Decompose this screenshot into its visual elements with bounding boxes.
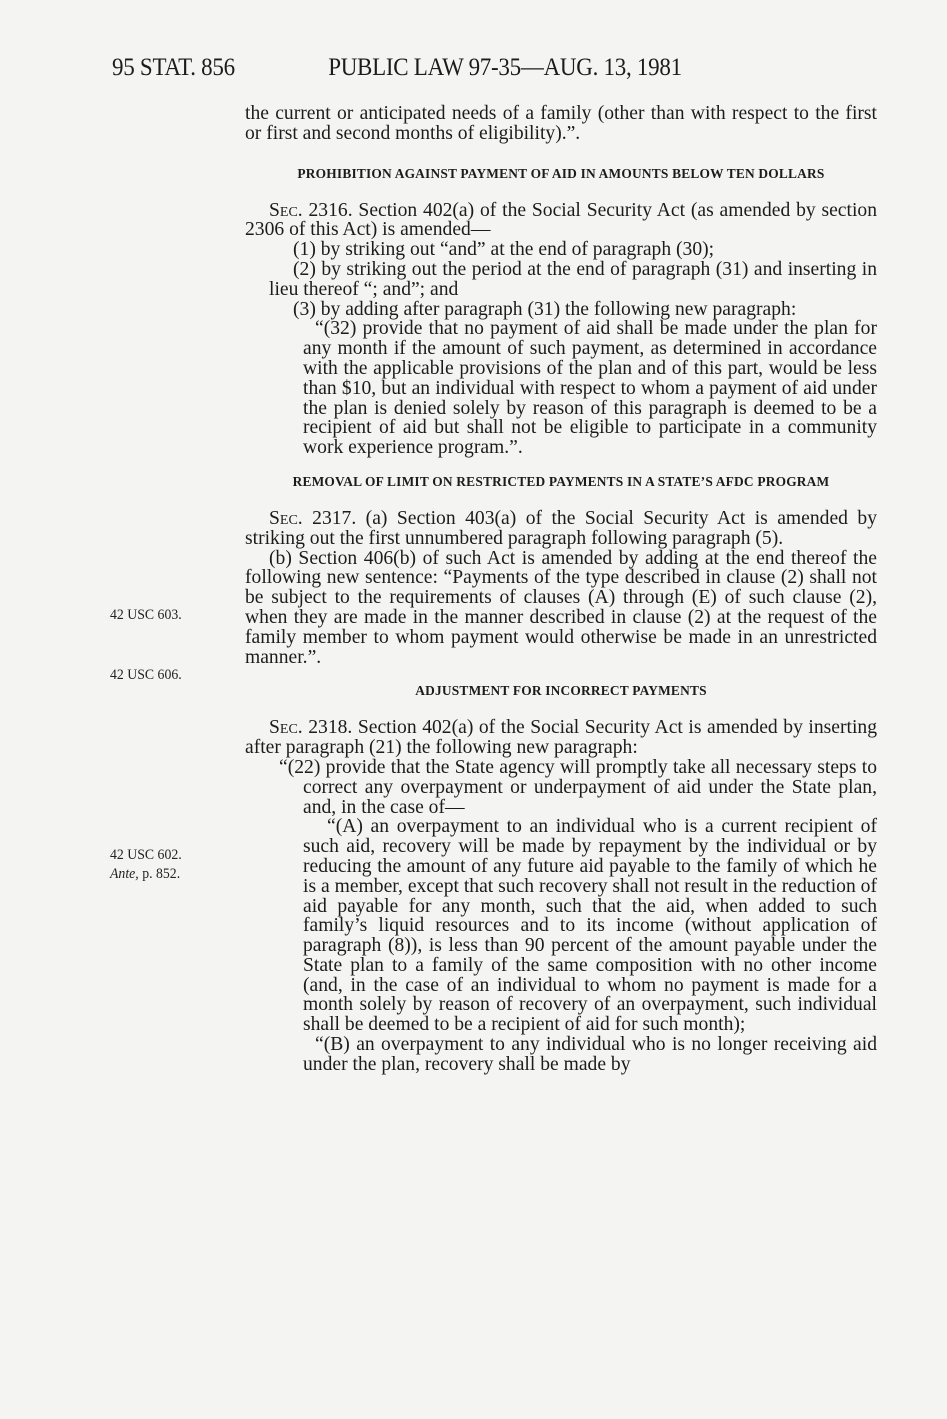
section-2316-item-1: (1) by striking out “and” at the end of paragraph (30); [293, 239, 715, 261]
paragraph-32-quote: “(32) provide that no payment of aid shall be made under the plan for any month if the amount of such payment, as determined in accordance with the applicable provisions of the plan and of this part, would be less than $10, but an individual with respect to whom a payment of aid under the plan is denied solely by reason of this paragraph is deemed to be a recipient of aid but shall not be eligible to participate in a community work experience program.”. [303, 318, 877, 459]
section-heading-2316: PROHIBITION AGAINST PAYMENT OF AID IN AMOUNTS BELOW TEN DOLLARS [297, 165, 825, 181]
document-body [245, 104, 877, 1075]
section-2316-item-2: (2) by striking out the period at the end of paragraph (31) and inserting in lieu thereof “; and”; and [269, 258, 877, 300]
section-2318-intro: Sec. 2318. Section 402(a) of the Social Security Act is amended by inserting after paragraph (21) the following new paragraph: [245, 717, 877, 759]
law-title: PUBLIC LAW 97-35—AUG. 13, 1981 [328, 54, 682, 81]
clause-b: “(B) an overpayment to any individual who is no longer receiving aid under the plan, recovery shall be made by [303, 1034, 877, 1075]
paragraph-22-quote: “(22) provide that the State agency will promptly take all necessary steps to correct any overpayment or underpayment of aid under the State plan, and, in the case of— [279, 756, 877, 818]
margin-note-42-usc-606: 42 USC 606. [110, 667, 182, 683]
margin-note-ante: Ante, p. 852. [110, 866, 181, 882]
continuation-paragraph: the current or anticipated needs of a family (other than with respect to the first or first and second months of eligibility).”. [245, 103, 877, 144]
section-heading-2318: ADJUSTMENT FOR INCORRECT PAYMENTS [415, 683, 707, 699]
stat-page-number: 95 STAT. 856 [112, 54, 235, 81]
section-heading-2317: REMOVAL OF LIMIT ON RESTRICTED PAYMENTS IN A STATE’S AFDC PROGRAM [292, 473, 830, 489]
section-2317-part-a: Sec. 2317. (a) Section 403(a) of the Social Security Act is amended by striking out the first unnumbered paragraph following paragraph (5). [245, 507, 877, 549]
section-2317-part-b: (b) Section 406(b) of such Act is amended by adding at the end thereof the following new sentence: “Payments of the type described in clause (2) shall not be subject to the requirements of clauses (A) through (E) of such clause (2), when they are made in the manner described in clause (2) at the request of the family member to whom payment would otherwise be made in an unrestricted manner.”. [245, 547, 877, 668]
margin-note-42-usc-602: 42 USC 602. [110, 847, 182, 863]
margin-note-42-usc-603: 42 USC 603. [110, 607, 182, 623]
section-2316-item-3: (3) by adding after paragraph (31) the following new paragraph: [293, 298, 797, 320]
clause-a: “(A) an overpayment to an individual who is a current recipient of such aid, recovery will be made by repayment by the individual or by reducing the amount of any future aid payable to the family of which he is a member, except that such recovery shall not result in the reduction of aid payable for any month, such that the aid, when added to such family’s liquid resources and to its income (without application of paragraph (8)), is less than 90 percent of the amount payable under the State plan to a family of the same composition with no other income (and, in the case of an individual to whom no payment is made for a month solely by reason of recovery of an overpayment, such individual shall be deemed to be a recipient of aid for such month); [303, 816, 877, 1036]
section-2316-intro: Sec. 2316. Section 402(a) of the Social Security Act (as amended by section 2306 of this Act) is amended— [245, 199, 877, 241]
